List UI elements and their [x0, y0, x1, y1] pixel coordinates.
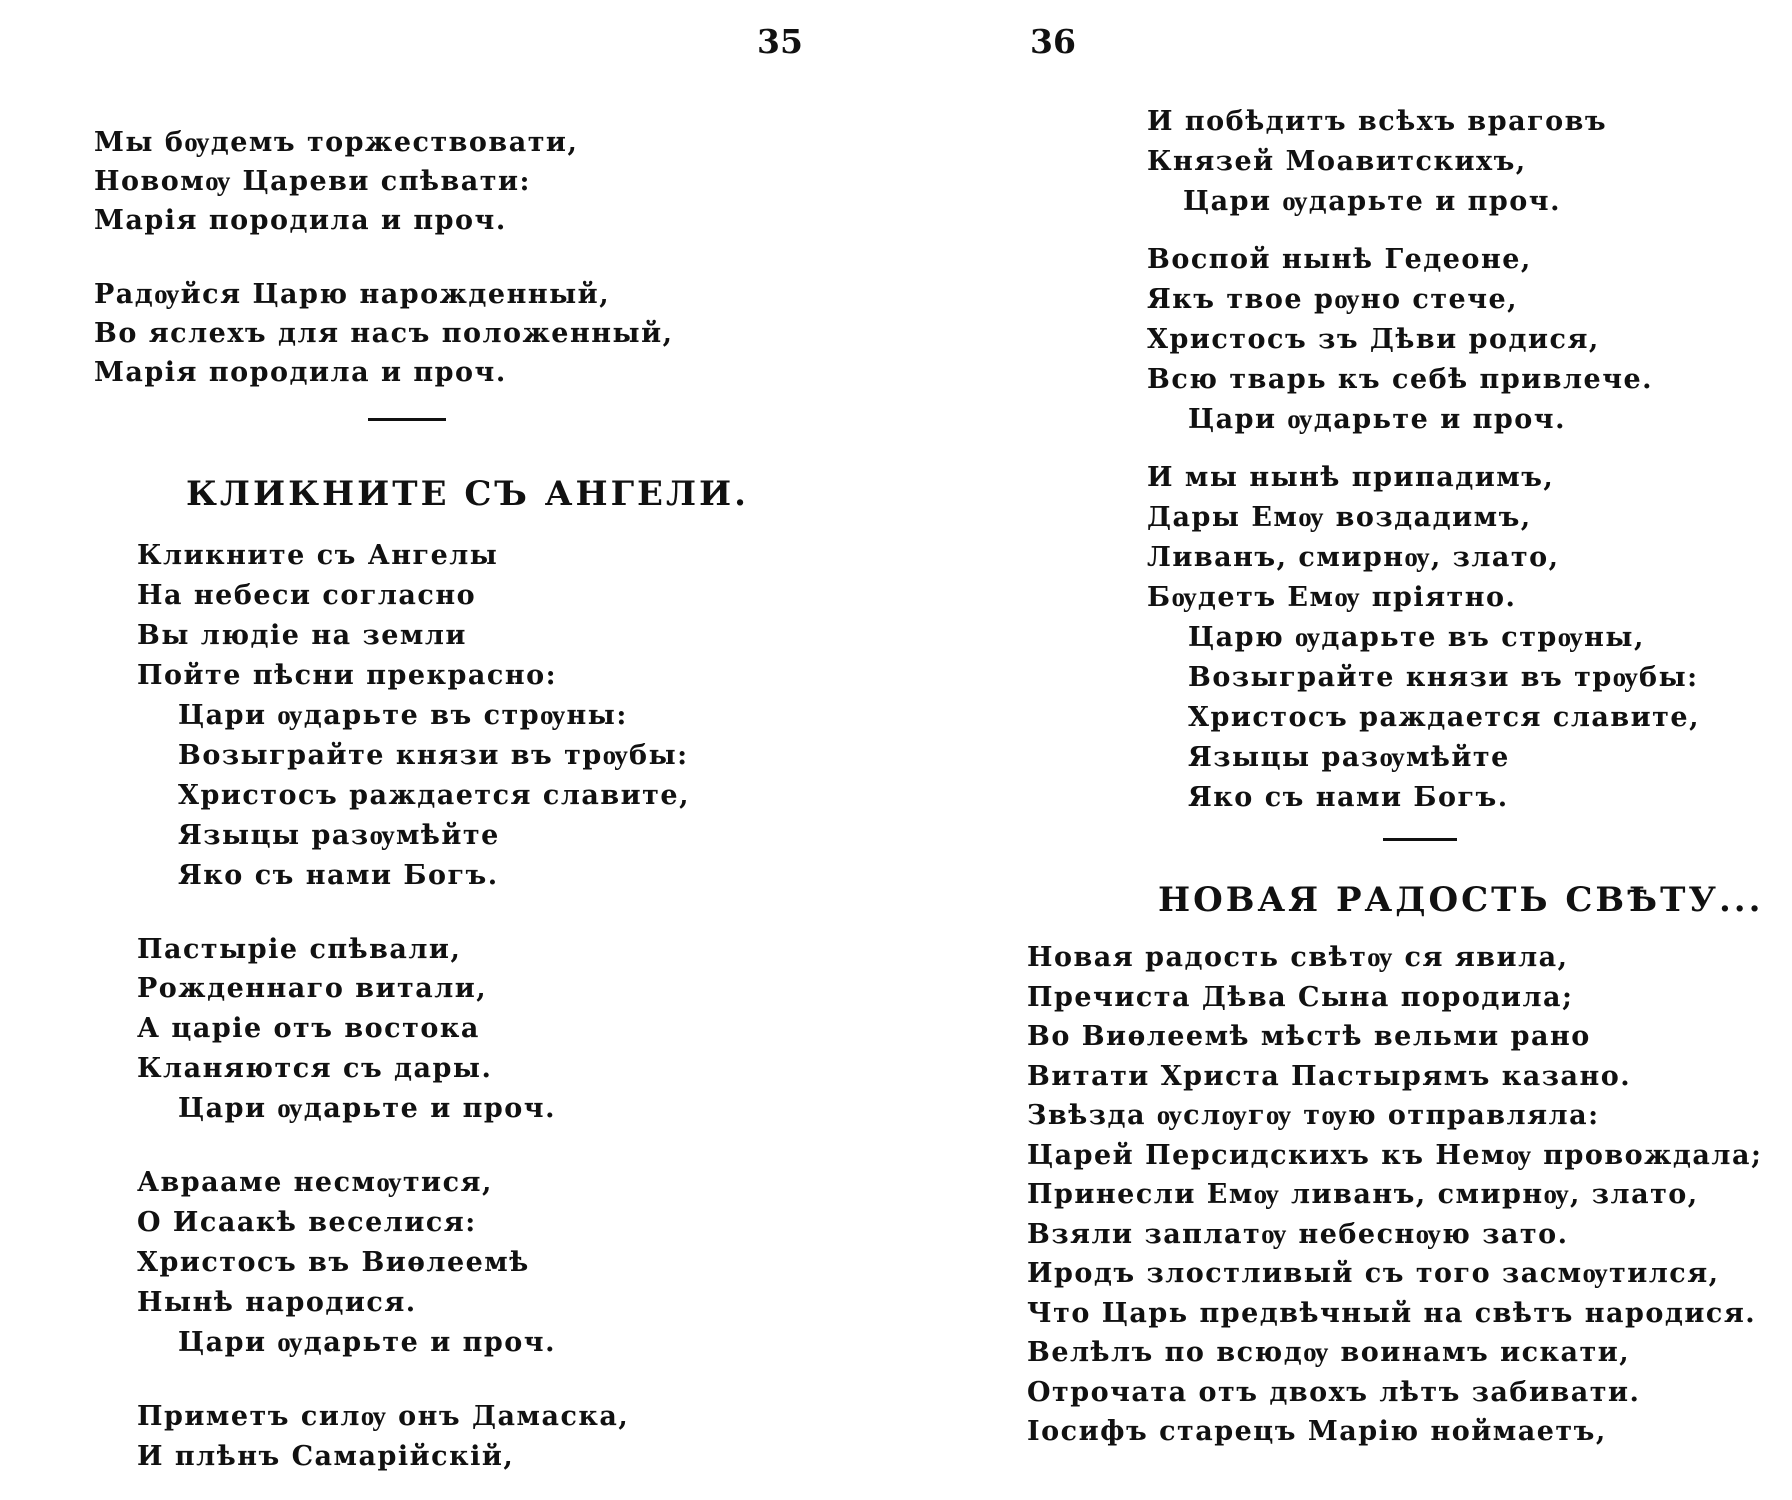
- verse-line: Дары Емѹ воздадимъ,: [1147, 502, 1532, 533]
- verse-line: Мы бѹдемъ торжествовати,: [94, 127, 579, 158]
- verse-line: Нынѣ народися.: [137, 1287, 417, 1318]
- verse-line: Бѹдетъ Емѹ пріятно.: [1147, 582, 1517, 613]
- verse-line: Пастыріе спѣвали,: [137, 934, 462, 965]
- section-divider: [1383, 838, 1457, 841]
- verse-line: И плѣнъ Самарійскій,: [137, 1441, 515, 1472]
- verse-line: Звѣзда ѹслѹгѹ тѹю отправляла:: [1027, 1100, 1600, 1131]
- refrain-line: Цари ѹдарьте и проч.: [1183, 186, 1561, 217]
- verse-line: Вы людіе на земли: [137, 620, 467, 651]
- page-number-left: 35: [757, 22, 803, 61]
- verse-line: Принесли Емѹ ливанъ, смирнѹ, злато,: [1027, 1179, 1699, 1210]
- verse-line: Кликните съ Ангелы: [137, 540, 499, 571]
- verse-line: А царіе отъ востока: [137, 1013, 480, 1044]
- verse-line: Марія породила и проч.: [94, 357, 507, 388]
- verse-line: Авраамe несмѹтися,: [137, 1167, 493, 1198]
- verse-line: И побѣдитъ всѣхъ враговъ: [1147, 106, 1608, 137]
- refrain-line: Цари ѹдарьте въ стрѹны:: [178, 700, 628, 731]
- verse-line: Иродъ злостливый съ того засмѹтился,: [1027, 1258, 1720, 1289]
- verse-line: Марія породила и проч.: [94, 205, 507, 236]
- verse-line: Радѹйся Царю нарожденный,: [94, 279, 611, 310]
- verse-line: Якъ твое рѹно стече,: [1147, 284, 1519, 315]
- verse-line: Кланяются съ дары.: [137, 1053, 493, 1084]
- verse-line: На небеси согласно: [137, 580, 477, 611]
- refrain-line: Яко съ нами Богъ.: [1188, 782, 1509, 813]
- refrain-line: Возыграйте князи въ трѹбы:: [1188, 662, 1699, 693]
- verse-line: Пречиста Дѣва Сына породила;: [1027, 982, 1574, 1013]
- refrain-line: Цари ѹдарьте и проч.: [178, 1093, 556, 1124]
- verse-line: Воспой нынѣ Гедеоне,: [1147, 244, 1532, 275]
- verse-line: Ливанъ, смирнѹ, злато,: [1147, 542, 1560, 573]
- verse-line: Велѣлъ по всюдѹ воинамъ искати,: [1027, 1337, 1631, 1368]
- refrain-line: Христосъ раждается славите,: [1188, 702, 1700, 733]
- verse-line: Отрочата отъ двохъ лѣтъ забивати.: [1027, 1377, 1641, 1408]
- refrain-line: Языцы разѹмѣйте: [1188, 742, 1510, 773]
- verse-line: Новомѹ Цареви спѣвати:: [94, 166, 531, 197]
- page-number-right: 36: [1030, 22, 1076, 61]
- hymn-heading: КЛИКНИТЕ СЪ АНГЕЛИ.: [186, 474, 749, 514]
- verse-line: Витати Христа Пастырямъ казано.: [1027, 1061, 1632, 1092]
- verse-line: Іосифъ старецъ Марію ноймаетъ,: [1027, 1416, 1607, 1447]
- verse-line: Царей Персидскихъ къ Немѹ провождала;: [1027, 1140, 1763, 1171]
- refrain-line: Цари ѹдарьте и проч.: [1188, 404, 1566, 435]
- verse-line: Во Виѳлеемѣ мѣстѣ вельми рано: [1027, 1021, 1591, 1052]
- refrain-line: Яко съ нами Богъ.: [178, 860, 499, 891]
- verse-line: Приметъ силѹ онъ Дамаска,: [137, 1401, 630, 1432]
- refrain-line: Цари ѹдарьте и проч.: [178, 1327, 556, 1358]
- verse-line: Взяли заплатѹ небеснѹю зато.: [1027, 1219, 1569, 1250]
- refrain-line: Возыграйте князи въ трѹбы:: [178, 740, 689, 771]
- refrain-line: Христосъ раждается славите,: [178, 780, 690, 811]
- hymn-heading: НОВАЯ РАДОСТЬ СВѢТУ...: [1158, 880, 1764, 920]
- verse-line: И мы нынѣ припадимъ,: [1147, 462, 1555, 493]
- verse-line: Рожденнаго витали,: [137, 973, 488, 1004]
- verse-line: Князей Моавитскихъ,: [1147, 146, 1527, 177]
- verse-line: Что Царь предвѣчный на свѣтъ народися.: [1027, 1298, 1757, 1329]
- refrain-line: Языцы разѹмѣйте: [178, 820, 500, 851]
- verse-line: Новая радость свѣтѹ ся явила,: [1027, 942, 1569, 973]
- verse-line: Христосъ въ Виѳлеемѣ: [137, 1247, 530, 1278]
- verse-line: Во яслехъ для насъ положенный,: [94, 318, 674, 349]
- verse-line: Всю тварь къ себѣ привлече.: [1147, 364, 1654, 395]
- verse-line: О Исаакѣ веселися:: [137, 1207, 477, 1238]
- refrain-line: Царю ѹдарьте въ стрѹны,: [1188, 622, 1645, 653]
- verse-line: Пойте пѣсни прекрасно:: [137, 660, 558, 691]
- verse-line: Христосъ зъ Дѣви родися,: [1147, 324, 1600, 355]
- section-divider: [368, 418, 446, 421]
